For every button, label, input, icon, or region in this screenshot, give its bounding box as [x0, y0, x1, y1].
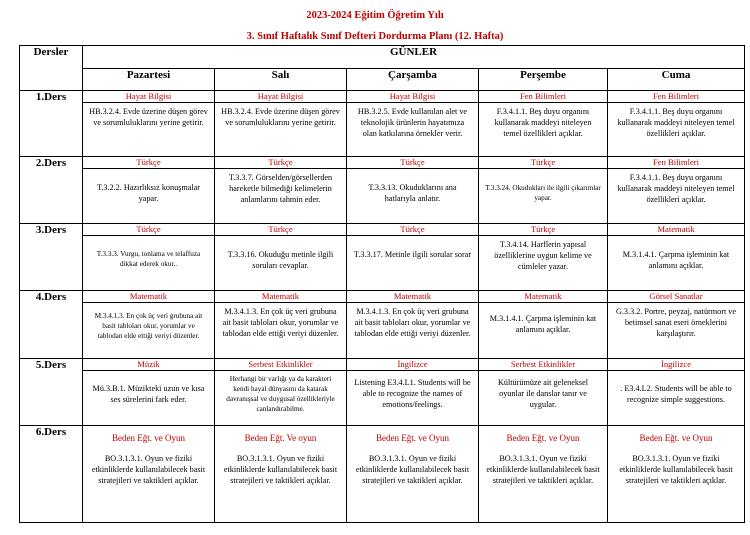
lesson-label: 3.Ders [20, 224, 83, 291]
subject-label: Türkçe [215, 157, 346, 169]
subject-label: Hayat Bilgisi [215, 91, 346, 103]
page-title: 2023-2024 Eğitim Öğretim Yılı [306, 10, 444, 21]
outcome-text: M.3.4.1.3. En çok üç veri grubuna ait basit tabloları okur, yorumlar ve tablodan elde ettiği veriyi düzenler. [222, 307, 339, 339]
outcome-text: BO.3.1.3.1. Oyun ve fiziki etkinliklerde kullanılabilecek basit stratejileri ve taktikleri açıklar. [619, 454, 733, 486]
outcome-text: T.3.3.13. Okuduklarını ana hatlarıyla anlatır. [368, 183, 457, 204]
outcome-text: M.3.4.1.3. En çok üç veri grubuna ait basit tabloları okur, yorumlar ve tablodan elde ettiği veriyi düzenler. [354, 307, 471, 339]
day-header-thursday: Perşembe [479, 69, 608, 91]
lesson-label: 5.Ders [20, 359, 83, 426]
subject-label: Fen Bilimleri [608, 157, 744, 169]
plan-cell [215, 291, 347, 359]
day-header-wednesday: Çarşamba [347, 69, 479, 91]
plan-cell [608, 359, 745, 426]
plan-cell [83, 224, 215, 291]
subject-label: İngilizce [608, 359, 744, 371]
page-subtitle: 3. Sınıf Haftalık Sınıf Defteri Dordurma Planı (12. Hafta) [246, 31, 504, 42]
outcome-text: T.3.3.16. Okuduğu metinle ilgili soruları cevaplar. [227, 250, 334, 271]
plan-cell [347, 359, 479, 426]
subject-label: Türkçe [479, 157, 607, 169]
outcome-text: T.3.3.24. Okudukları ile ilgili çıkarımlar yapar. [485, 184, 601, 203]
lesson-row [20, 91, 745, 157]
subject-label: Matematik [479, 291, 607, 303]
plan-cell [215, 426, 347, 523]
outcome-text: T.3.3.17. Metinle ilgili sorular sorar [353, 250, 472, 259]
lesson-label: 1.Ders [20, 91, 83, 157]
outcome-text: BO.3.1.3.1. Oyun ve fiziki etkinliklerde kullanılabilecek basit stratejileri ve taktikleri açıklar. [486, 454, 600, 486]
subject-label: Beden Eğt. Ve oyun [244, 433, 317, 443]
outcome-text: T.3.4.14. Harflerin yapısal özelliklerine uygun kelime ve cümleler yazar. [494, 240, 592, 272]
subject-label: Türkçe [347, 157, 478, 169]
plan-cell [215, 359, 347, 426]
plan-cell [215, 224, 347, 291]
subject-label: Beden Eğt. ve Oyun [112, 433, 185, 443]
plan-cell [608, 157, 745, 224]
plan-cell [479, 224, 608, 291]
outcome-text: BO.3.1.3.1. Oyun ve fiziki etkinliklerde kullanılabilecek basit stratejileri ve taktikleri açıklar. [223, 454, 338, 486]
subject-label: Beden Eğt. ve Oyun [639, 433, 713, 443]
plan-cell [479, 426, 608, 523]
subject-label: Hayat Bilgisi [347, 91, 478, 103]
outcome-text: M.3.4.1.3. En çok üç veri grubuna ait basit tabloları okur, yorumlar ve tablodan elde ettiği veriyi düzenler. [94, 312, 203, 341]
plan-cell [479, 157, 608, 224]
plan-cell [83, 359, 215, 426]
subject-label: Serbest Etkinlikler [479, 359, 607, 371]
lesson-label: 4.Ders [20, 291, 83, 359]
plan-cell [215, 157, 347, 224]
day-header-row [20, 69, 745, 91]
subject-label: Beden Eğt. ve Oyun [506, 433, 580, 443]
subject-label: Türkçe [83, 157, 214, 169]
outcome-text: F.3.4.1.1. Beş duyu organını kullanarak maddeyi niteleyen temel özellikleri açıklar. [617, 107, 735, 139]
plan-cell [347, 224, 479, 291]
subject-label: Fen Bilimleri [479, 91, 607, 103]
outcome-text: Mü.3.B.1. Müzikteki uzun ve kısa ses sürelerini fark eder. [92, 384, 205, 405]
subject-label: Beden Eğt. ve Oyun [376, 433, 449, 443]
subject-label: İngilizce [347, 359, 478, 371]
outcome-text: Listening E3.4.L1. Students will be able to recognize the names of emotions/feelings. [354, 378, 471, 410]
lesson-row [20, 224, 745, 291]
plan-cell [83, 426, 215, 523]
dersler-header: Dersler [20, 46, 83, 91]
subject-label: Müzik [83, 359, 214, 371]
outcome-text: HB.3.2.5. Evde kullanılan alet ve teknolojik ürünlerin hayatımıza olan katkılarına örnekler verir. [357, 107, 468, 139]
outcome-text: F.3.4.1.1. Beş duyu organını kullanarak maddeyi niteleyen temel özellikleri açıklar. [494, 107, 592, 139]
outcome-text: . E3.4.L2. Students will be able to recognize simple suggestions. [620, 384, 732, 405]
lesson-row [20, 291, 745, 359]
plan-cell [479, 359, 608, 426]
outcome-text: T.3.3.3. Vurgu, tonlama ve telaffuza dikkat ederek okur.. [96, 250, 201, 269]
subject-label: Fen Bilimleri [608, 91, 744, 103]
plan-cell [608, 91, 745, 157]
subject-label: Türkçe [215, 224, 346, 236]
outcome-text: G.3.3.2. Portre, peyzaj, natürmort ve betimsel sanat eseri örneklerini karşılaştırır. [615, 307, 737, 339]
plan-cell [608, 224, 745, 291]
outcome-text: Kültürümüze ait geleneksel oyunlar ile danslar tanır ve uygular. [497, 378, 589, 410]
subject-label: Serbest Etkinlikler [215, 359, 346, 371]
outcome-text: HB.3.2.4. Evde üzerine düşen görev ve sorumluluklarını yerine getirir. [221, 107, 340, 128]
outcome-text: M.3.1.4.1. Çarpma işleminin kat anlamını açıklar. [489, 314, 597, 335]
subject-label: Matematik [83, 291, 214, 303]
plan-cell [479, 91, 608, 157]
outcome-text: BO.3.1.3.1. Oyun ve fiziki etkinliklerde kullanılabilecek basit stratejileri ve taktikleri açıklar. [355, 454, 470, 486]
plan-cell [479, 291, 608, 359]
plan-cell [83, 91, 215, 157]
outcome-text: Herhangi bir varlığı ya da karakteri kendi hayal dünyasını da katarak davranışsal ve duygusal özellikleriyle canlandırabilme. [226, 375, 335, 414]
lesson-row [20, 157, 745, 224]
subject-label: Türkçe [479, 224, 607, 236]
plan-cell [347, 91, 479, 157]
plan-cell [608, 291, 745, 359]
plan-cell [215, 91, 347, 157]
gunler-header: GÜNLER [83, 46, 745, 69]
outcome-text: BO.3.1.3.1. Oyun ve fiziki etkinliklerde kullanılabilecek basit stratejileri ve taktikleri açıklar. [91, 454, 206, 486]
lesson-label: 6.Ders [20, 426, 83, 523]
lesson-label: 2.Ders [20, 157, 83, 224]
lesson-row [20, 359, 745, 426]
subject-label: Türkçe [83, 224, 214, 236]
day-header-tuesday: Salı [215, 69, 347, 91]
weekly-plan-table [19, 45, 745, 523]
outcome-text: F.3.4.1.1. Beş duyu organını kullanarak maddeyi niteleyen temel özellikleri açıklar. [617, 173, 735, 205]
plan-cell [347, 291, 479, 359]
subject-label: Matematik [215, 291, 346, 303]
plan-cell [83, 291, 215, 359]
plan-cell [83, 157, 215, 224]
day-header-friday: Cuma [608, 69, 745, 91]
plan-cell [608, 426, 745, 523]
lesson-row [20, 426, 745, 523]
outcome-text: HB.3.2.4. Evde üzerine düşen görev ve sorumluluklarını yerine getirir. [89, 107, 208, 128]
subject-label: Hayat Bilgisi [83, 91, 214, 103]
outcome-text: T.3.3.7. Görselden/görsellerden hareketle bilmediği kelimelerin anlamlarını tahmin eder. [228, 173, 333, 205]
subject-label: Türkçe [347, 224, 478, 236]
subject-label: Görsel Sanatlar [608, 291, 744, 303]
outcome-text: M.3.1.4.1. Çarpma işleminin kat anlamını açıklar. [622, 250, 730, 271]
subject-label: Matematik [608, 224, 744, 236]
plan-cell [347, 426, 479, 523]
subject-label: Matematik [347, 291, 478, 303]
outcome-text: T.3.2.2. Hazırlıksız konuşmalar yapar. [96, 183, 201, 204]
day-header-monday: Pazartesi [83, 69, 215, 91]
plan-cell [347, 157, 479, 224]
